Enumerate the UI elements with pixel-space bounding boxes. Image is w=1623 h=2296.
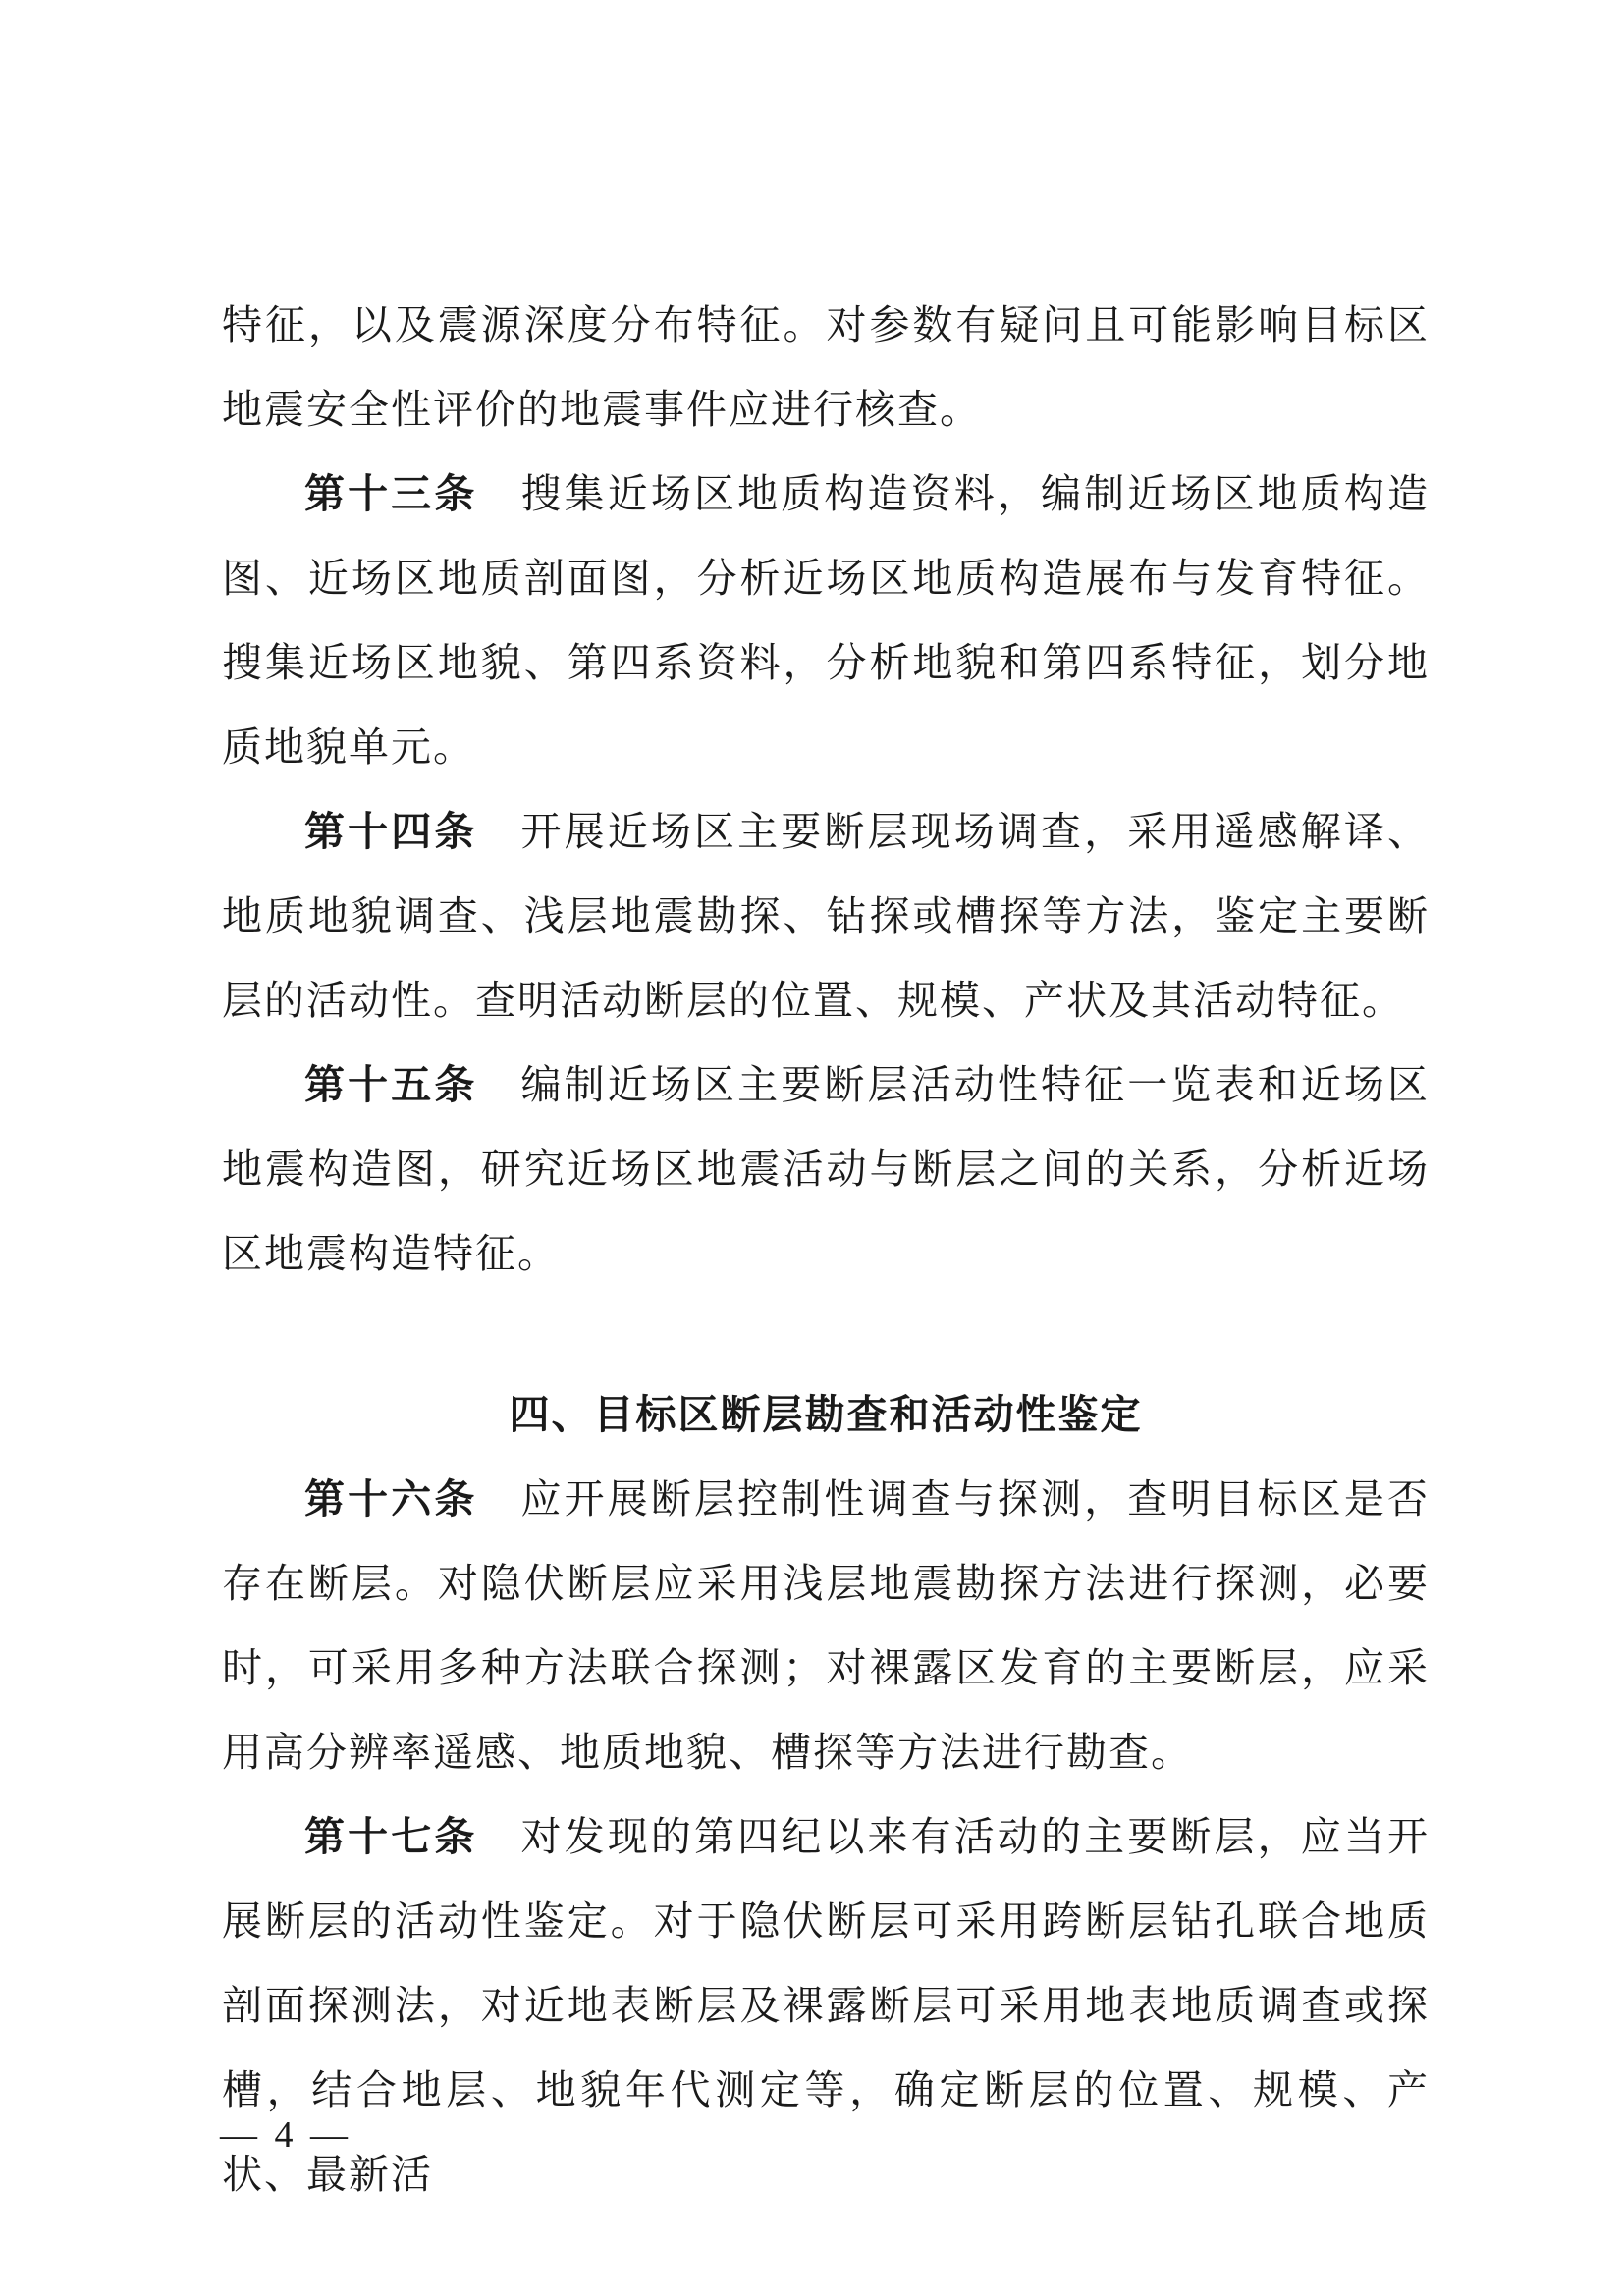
article-text: 对发现的第四纪以来有活动的主要断层，应当开展断层的活动性鉴定。对于隐伏断层可采用跨断层钻孔联合地质剖面探测法，对近地表断层及裸露断层可采用地表地质调查或探槽，结合地层、地貌年代测定等，确定断层的位置、规模、产状、最新活	[222, 1813, 1430, 2198]
article-17	[222, 1794, 1430, 2216]
paragraph-text: 特征，以及震源深度分布特征。对参数有疑问且可能影响目标区地震安全性评价的地震事件应进行核查。	[222, 301, 1430, 433]
article-16	[222, 1457, 1430, 1794]
article-13	[222, 452, 1430, 789]
article-number: 第十三条	[304, 470, 478, 517]
article-text: 应开展断层控制性调查与探测，查明目标区是否存在断层。对隐伏断层应采用浅层地震勘探方法进行探测，必要时，可采用多种方法联合探测；对裸露区发育的主要断层，应采用高分辨率遥感、地质地貌、槽探等方法进行勘查。	[222, 1475, 1430, 1776]
article-14	[222, 789, 1430, 1042]
article-number: 第十七条	[304, 1813, 478, 1860]
article-text: 搜集近场区地质构造资料，编制近场区地质构造图、近场区地质剖面图，分析近场区地质构造展布与发育特征。搜集近场区地貌、第四系资料，分析地貌和第四系特征，划分地质地貌单元。	[222, 470, 1430, 771]
page-number: — 4 —	[220, 2114, 352, 2156]
article-number: 第十五条	[304, 1061, 478, 1108]
article-15	[222, 1042, 1430, 1296]
article-text: 开展近场区主要断层现场调查，采用遥感解译、地质地貌调查、浅层地震勘探、钻探或槽探等方法，鉴定主要断层的活动性。查明活动断层的位置、规模、产状及其活动特征。	[222, 808, 1430, 1024]
section-heading: 四、目标区断层勘查和活动性鉴定	[509, 1391, 1143, 1438]
document-body	[222, 283, 1430, 2216]
article-number: 第十四条	[304, 808, 478, 855]
article-number: 第十六条	[304, 1475, 478, 1522]
paragraph-continued	[222, 283, 1430, 452]
article-text: 编制近场区主要断层活动性特征一览表和近场区地震构造图，研究近场区地震活动与断层之间的关系，分析近场区地震构造特征。	[222, 1061, 1430, 1277]
